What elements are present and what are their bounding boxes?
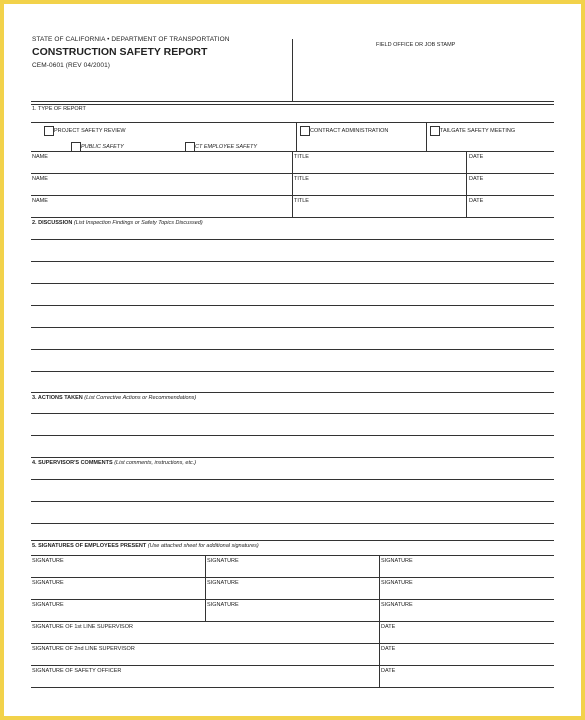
date-label: DATE xyxy=(381,624,396,630)
section1-options-divider-2 xyxy=(426,122,427,151)
second-supervisor-signature-label: SIGNATURE OF 2nd LINE SUPERVISOR xyxy=(32,646,135,652)
signature-row-2-top xyxy=(31,577,554,578)
section5-heading xyxy=(32,543,259,549)
signature-label: SIGNATURE xyxy=(381,558,413,564)
first-supervisor-signature-label: SIGNATURE OF 1st LINE SUPERVISOR xyxy=(32,624,133,630)
public-safety-label: PUBLIC SAFETY xyxy=(81,144,124,150)
signature-label: SIGNATURE xyxy=(207,602,239,608)
date-label-2: DATE xyxy=(469,176,484,182)
signature-col-divider-1 xyxy=(205,555,206,621)
contract-administration-checkbox[interactable] xyxy=(300,126,310,136)
section2-rule xyxy=(31,217,554,218)
form-title: CONSTRUCTION SAFETY REPORT xyxy=(32,46,208,58)
signature-label: SIGNATURE xyxy=(32,558,64,564)
section4-hint: (List comments, instructions, etc.) xyxy=(114,460,197,466)
signature-row-3-top xyxy=(31,599,554,600)
title-label-2: TITLE xyxy=(294,176,309,182)
name-label-1: NAME xyxy=(32,154,48,160)
discussion-field[interactable] xyxy=(31,222,554,390)
section5-title: 5. SIGNATURES OF EMPLOYEES PRESENT xyxy=(32,543,147,549)
project-safety-review-checkbox[interactable] xyxy=(44,126,54,136)
tailgate-safety-meeting-checkbox[interactable] xyxy=(430,126,440,136)
title-label-1: TITLE xyxy=(294,154,309,160)
section3-rule xyxy=(31,392,554,393)
actions-taken-field[interactable] xyxy=(31,397,554,457)
title-date-divider xyxy=(466,151,467,217)
signature-row-1-top xyxy=(31,555,554,556)
form-bottom-rule xyxy=(31,687,554,688)
contract-administration-label: CONTRACT ADMINISTRATION xyxy=(310,128,389,134)
section3-hint: (List Corrective Actions or Recommendations) xyxy=(84,395,197,401)
supervisor-row-1-top xyxy=(31,621,554,622)
safety-officer-row-top xyxy=(31,665,554,666)
section1-options-divider-1 xyxy=(296,122,297,151)
supervisor-row-2-top xyxy=(31,643,554,644)
tailgate-safety-meeting-label: TAILGATE SAFETY MEETING xyxy=(440,128,516,134)
section5-hint: (Use attached sheet for additional signatures) xyxy=(147,543,259,549)
section3-title: 3. ACTIONS TAKEN xyxy=(32,395,83,401)
header-divider xyxy=(292,39,293,101)
section5-rule xyxy=(31,540,554,541)
section1-title: 1. TYPE OF REPORT xyxy=(32,106,86,112)
date-label-3: DATE xyxy=(469,198,484,204)
signature-label: SIGNATURE xyxy=(207,558,239,564)
stamp-label: FIELD OFFICE OR JOB STAMP xyxy=(376,42,456,48)
name-label-2: NAME xyxy=(32,176,48,182)
name-label-3: NAME xyxy=(32,198,48,204)
ct-employee-safety-label: CT EMPLOYEE SAFETY xyxy=(195,144,258,150)
section2-title: 2. DISCUSSION xyxy=(32,220,73,226)
signature-label: SIGNATURE xyxy=(207,580,239,586)
name-row-2-top xyxy=(31,173,554,174)
supervisor-comments-field[interactable] xyxy=(31,462,554,539)
section1-rule xyxy=(31,122,554,123)
signature-label: SIGNATURE xyxy=(32,602,64,608)
name-title-divider xyxy=(292,151,293,217)
date-label-1: DATE xyxy=(469,154,484,160)
date-label: DATE xyxy=(381,646,396,652)
section2-hint: (List Inspection Findings or Safety Topics Discussed) xyxy=(73,220,203,226)
header-rule-bottom xyxy=(31,104,554,105)
header-rule-top xyxy=(31,101,554,102)
job-stamp-area[interactable] xyxy=(300,52,552,98)
signature-label: SIGNATURE xyxy=(32,580,64,586)
form-number: CEM-0601 (REV 04/2001) xyxy=(32,62,111,69)
signature-label: SIGNATURE xyxy=(381,580,413,586)
agency-line: STATE OF CALIFORNIA • DEPARTMENT OF TRANSPORTATION xyxy=(32,36,230,43)
title-label-3: TITLE xyxy=(294,198,309,204)
section4-rule xyxy=(31,457,554,458)
signature-label: SIGNATURE xyxy=(381,602,413,608)
project-safety-review-label: PROJECT SAFETY REVIEW xyxy=(54,128,126,134)
name-row-3-top xyxy=(31,195,554,196)
date-label: DATE xyxy=(381,668,396,674)
section4-title: 4. SUPERVISOR'S COMMENTS xyxy=(32,460,113,466)
safety-officer-signature-label: SIGNATURE OF SAFETY OFFICER xyxy=(32,668,122,674)
